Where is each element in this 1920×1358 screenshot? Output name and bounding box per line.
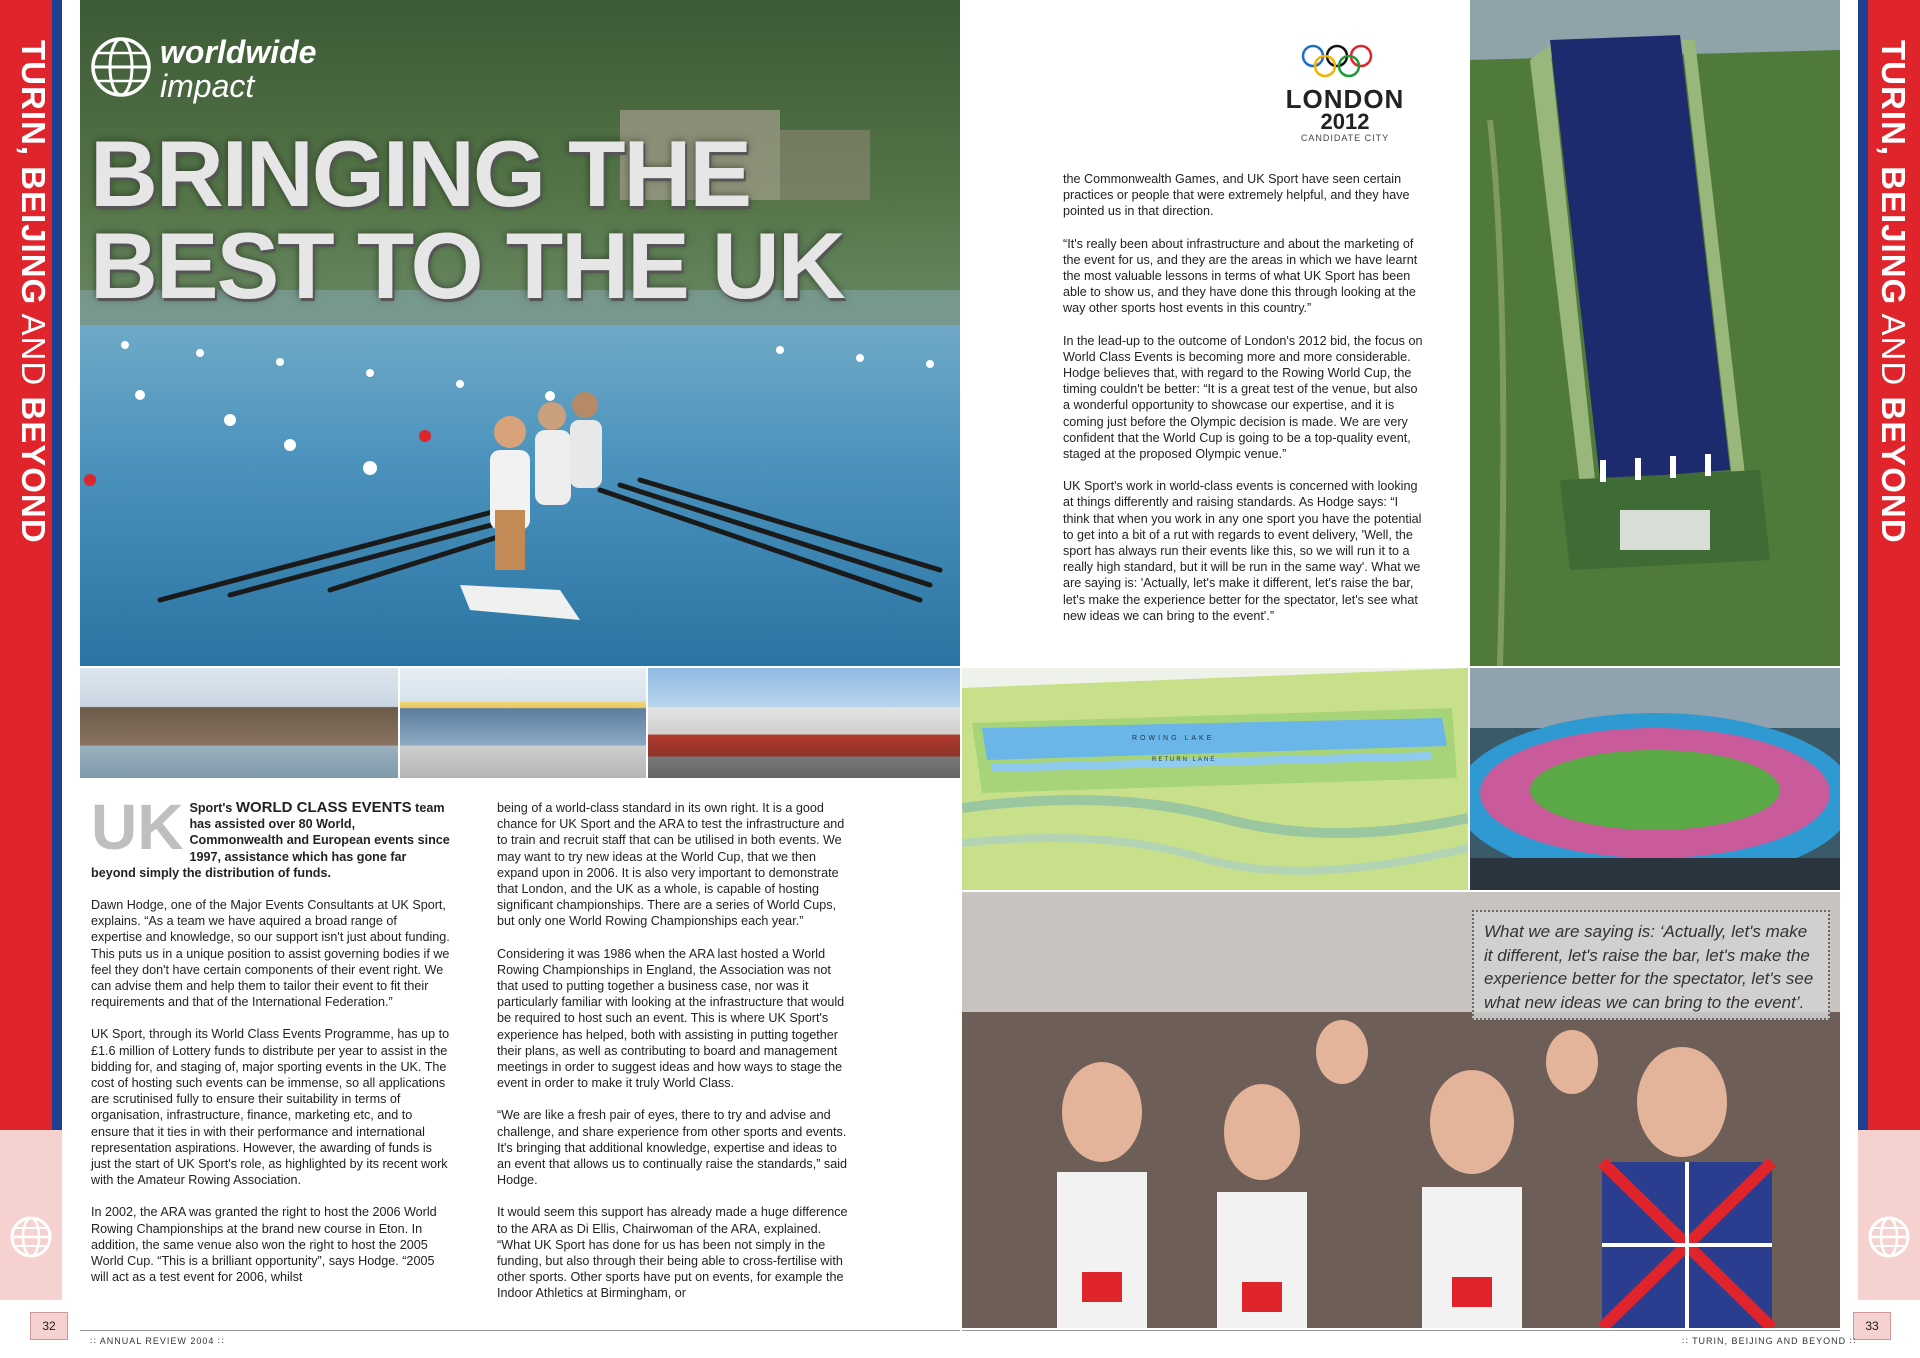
brand-line-1: worldwide: [160, 34, 317, 70]
article-lede: [91, 791, 451, 881]
rowing-lake-plan-map: [962, 668, 1468, 890]
page-number-left: 32: [30, 1312, 68, 1340]
footer-rule-left: [80, 1330, 960, 1331]
map-label-lake: ROWING LAKE: [1132, 735, 1215, 742]
drop-cap: UK: [91, 791, 184, 863]
logo-city: LONDON: [1285, 84, 1405, 114]
indoor-arena-photo: [648, 668, 960, 778]
brand-line-2: impact: [160, 68, 255, 104]
footer-left-text: ∷ ANNUAL REVIEW 2004 ∷: [90, 1336, 225, 1346]
article-paragraph: In 2002, the ARA was granted the right to host the 2006 World Rowing Championships at the brand new course in Eton. In addition, the same venue also won the right to host the 2005 World Cup. “This is a brilliant opportunity”, says Hodge. “2005 will act as a test event for 2006, whilst: [91, 1205, 437, 1285]
london-2012-logo: [1265, 42, 1425, 152]
footer-right-text: ∷ TURIN, BEIJING AND BEYOND ∷: [1682, 1336, 1857, 1346]
article-paragraph: UK Sport's work in world-class events is concerned with looking at things differently and raising standards. As Hodge says: “I think that when you work in any one sport you have the potential to get into a bit of a rut with regards to event delivery, 'Well, the sport has always run their events like this, so we will run it to a really high standard, but it will be run in the same way'. What we are saying is: 'Actually, let's make it different, let's raise the bar, let's make the experience better for the spectator, let's see what new ideas we can bring to the event'.”: [1063, 479, 1422, 623]
right-side-tab: [1858, 0, 1920, 1358]
map-label-return: RETURN LANE: [1152, 757, 1217, 763]
article-paragraph: Dawn Hodge, one of the Major Events Consultants at UK Sport, explains. “As a team we have aquired a broad range of expertise and knowledge, so our support isn't just about funding. This puts us in a unique position to assist governing bodies if we feel they don't have certain components of their event right. We can advise them and help them to tailor their event to fit their requirements and that of the International Federation.”: [91, 898, 450, 1010]
article-column-3: [1063, 171, 1423, 640]
footer-rule-right: [962, 1330, 1840, 1331]
olympic-rings-icon: [1265, 42, 1425, 82]
boathouse-photo: [80, 668, 398, 778]
side-blue-stripe: [1858, 0, 1868, 1130]
article-column-1: [91, 791, 451, 1301]
headline: [90, 121, 844, 318]
article-column-2: [497, 800, 854, 1318]
headline-line-1: BRINGING THE: [90, 121, 751, 226]
logo-subtitle: CANDIDATE CITY: [1300, 133, 1390, 143]
globe-icon: [1867, 1215, 1911, 1259]
lede-rest: team has assisted over 80 World, Commonwealth and European events since 1997, assistance which has gone far beyond simply the distribution of funds.: [91, 801, 450, 880]
article-paragraph: “It's really been about infrastructure and about the marketing of the event for us, and they are the areas in which we have learnt the most valuable lessons in terms of what UK Sport has been able to show us, and they have done this through looking at the way other sports host events in this country.”: [1063, 236, 1418, 316]
globe-icon: [9, 1215, 53, 1259]
rowing-lake-aerial-photo: [1470, 0, 1840, 666]
lede-prefix: Sport's: [189, 801, 236, 815]
lede-strong: WORLD CLASS EVENTS: [235, 799, 412, 816]
olympic-stadium-render: [1470, 668, 1840, 890]
side-section-title: TURIN, BEIJING AND BEYOND: [1875, 40, 1912, 544]
article-paragraph: “We are like a fresh pair of eyes, there to try and advise and challenge, and share experience from other sports and events. It's bringing that additional knowledge, expertise and ideas to an event that allows us to continually raise the standards,” said Hodge.: [497, 1108, 848, 1188]
article-paragraph: being of a world-class standard in its own right. It is a good chance for UK Sport and the ARA to test the infrastructure and to train and recruit staff that can be utilised in both events. We may want to try new ideas at the World Cup, that we then expand upon in 2006. It is also very important to demonstrate that London, and the UK as a whole, is capable of hosting significant championships. There are a series of World Cups, but only one World Rowing Championships each year.”: [497, 801, 845, 929]
article-paragraph: Considering it was 1986 when the ARA last hosted a World Rowing Championships in England, the Association was not that used to putting together a business case, nor was it particularly familiar with looking at the infrastructure that would be required to host such an event. This is where UK Sport's experience has helped, both with assisting in putting together their plans, as well as contributing to board and management meetings in order to suggest ideas and how ways to stage the event in order to make it truly World Class.: [497, 946, 845, 1091]
article-paragraph: It would seem this support has already made a huge difference to the ARA as Di Ellis, Chairwoman of the ARA, explained. “What UK Sport has done for us has been not simply in the funding, but also through their being able to cross-fertilise with other sports. Other sports have put on events, for example the Indoor Athletics at Birmingham, or: [497, 1205, 848, 1301]
headline-line-2: BEST TO THE UK: [90, 213, 844, 318]
page-number-right: 33: [1853, 1312, 1891, 1340]
globe-icon: [90, 36, 152, 98]
article-paragraph: UK Sport, through its World Class Events Programme, has up to £1.6 million of Lottery funds to distribute per year to assist in the bidding for, and staging of, major sporting events in the UK. The cost of hosting such events can be immense, so all applications are scrutinised fully to ensure their suitability in terms of organisation, infrastructure, finance, marketing etc, and to ensure that it ties in with their performance and international representation aspirations. However, the awarding of funds is just the start of UK Sport's role, as highlighted by its recent work with the Amateur Rowing Association.: [91, 1027, 450, 1188]
left-side-tab: [0, 0, 62, 1358]
logo-year: 2012: [1320, 109, 1370, 134]
article-paragraph: the Commonwealth Games, and UK Sport have seen certain practices or people that were extremely helpful, and they have pointed us in that direction.: [1063, 172, 1410, 219]
rowing-jetty-photo: [400, 668, 646, 778]
side-blue-stripe: [52, 0, 62, 1130]
side-section-title: TURIN, BEIJING AND BEYOND: [15, 40, 52, 544]
article-paragraph: In the lead-up to the outcome of London's 2012 bid, the focus on World Class Events is becoming more and more considerable. Hodge believes that, with regard to the Rowing World Cup, the timing couldn't be better: “It is a great test of the venue, but also a wonderful opportunity to showcase our expertise, and it is coming just before the Olympic decision is made. We are very confident that the World Cup is going to be a top-quality event, staged at the proposed Olympic venue.”: [1063, 333, 1423, 462]
pull-quote: What we are saying is: ‘Actually, let's make it different, let's raise the bar, let's make the experience better for the spectator, let's see what new ideas we can bring to the event’.: [1472, 910, 1830, 1020]
